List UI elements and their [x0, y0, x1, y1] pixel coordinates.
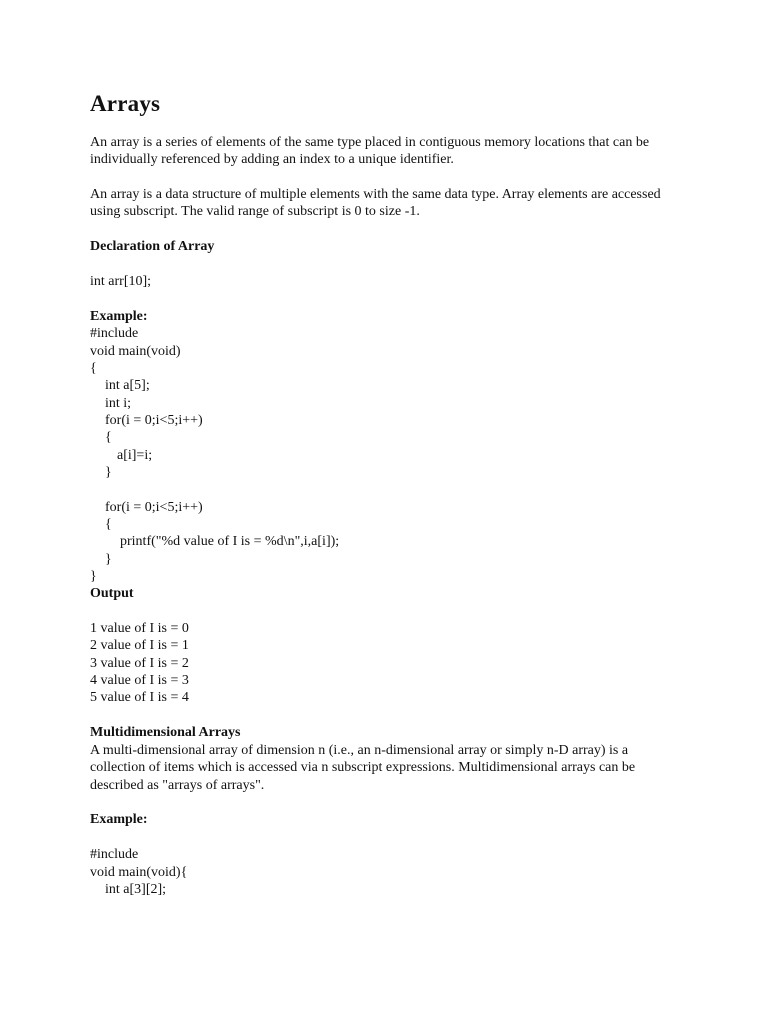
code-line: #include [90, 847, 139, 862]
code-line: void main(void) [90, 344, 181, 359]
code-line: #include [90, 326, 139, 341]
example2-heading: Example: [90, 812, 148, 827]
code-line: printf("%d value of I is = %d\n",i,a[i]); [120, 534, 340, 549]
multidimensional-paragraph: A multi-dimensional array of dimension n (i.e., an n-dimensional array or simply n-D array) is a collection of items which is accessed via n subscript expressions. Multidimensional arrays can be described as "arrays of arrays". [90, 743, 636, 793]
code-line: for(i = 0;i<5;i++) [105, 500, 203, 515]
declaration-heading: Declaration of Array [90, 239, 215, 254]
output-line: 4 value of I is = 3 [90, 673, 189, 688]
output-line: 3 value of I is = 2 [90, 656, 189, 671]
code-line: int a[5]; [105, 378, 150, 393]
code-line: for(i = 0;i<5;i++) [105, 413, 203, 428]
output-line: 1 value of I is = 0 [90, 621, 189, 636]
code-line: { [105, 517, 112, 532]
multidimensional-heading: Multidimensional Arrays [90, 725, 241, 740]
code-line: int i; [105, 396, 132, 411]
declaration-code: int arr[10]; [90, 274, 152, 289]
code-line: a[i]=i; [117, 448, 153, 463]
example-heading: Example: [90, 309, 148, 324]
code-line: } [105, 465, 112, 480]
code-line: { [90, 361, 97, 376]
intro-paragraph-2: An array is a data structure of multiple elements with the same data type. Array elements are accessed using subscript. The valid range of subscript is 0 to size -1. [90, 187, 661, 220]
code-line: { [105, 430, 112, 445]
code-line: int a[3][2]; [105, 882, 167, 897]
output-line: 2 value of I is = 1 [90, 638, 189, 653]
output-line: 5 value of I is = 4 [90, 690, 189, 705]
code-line: } [90, 569, 97, 584]
intro-paragraph-1: An array is a series of elements of the same type placed in contiguous memory locations that can be individually referenced by adding an index to a unique identifier. [90, 135, 650, 168]
output-heading: Output [90, 586, 134, 601]
code-line: } [105, 552, 112, 567]
page-title: Arrays [90, 91, 161, 116]
code-line: void main(void){ [90, 865, 188, 880]
